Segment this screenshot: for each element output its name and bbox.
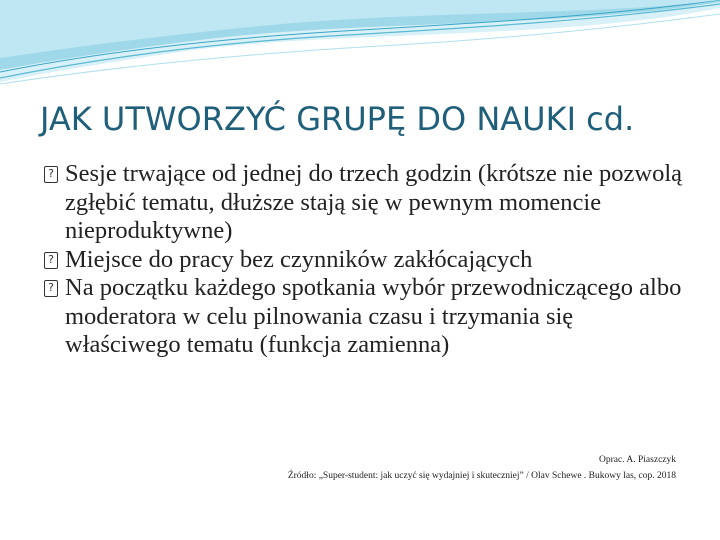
bullet-text: Miejsce do pracy bez czynników zakłócających	[65, 245, 533, 273]
author-credit: Oprac. A. Piaszczyk	[598, 455, 676, 465]
bullet-item	[44, 246, 694, 275]
bullet-item	[44, 274, 694, 360]
bullet-box-icon: ?	[44, 252, 58, 269]
slide-title: JAK UTWORZYĆ GRUPĘ DO NAUKI cd.	[40, 100, 635, 138]
source-citation: Źródło: „Super-student: jak uczyć się wydajniej i skuteczniej” / Olav Schewe . Bukowy las, cop. 2018	[287, 471, 676, 481]
source-footnote	[116, 452, 676, 484]
bullet-text: Na początku każdego spotkania wybór przewodniczącego albo moderatora w celu pilnowania czasu i trzymania się właściwego tematu (funkcja zamienna)	[65, 274, 682, 358]
bullet-box-icon: ?	[44, 280, 58, 297]
bullet-box-icon: ?	[44, 166, 58, 183]
bullet-item	[44, 160, 694, 246]
wave-decoration	[0, 0, 720, 90]
bullet-text: Sesje trwające od jednej do trzech godzin (krótsze nie pozwolą zgłębić tematu, dłuższe stają się w pewnym momencie nieproduktywne)	[65, 160, 683, 244]
bullet-list	[44, 160, 694, 360]
